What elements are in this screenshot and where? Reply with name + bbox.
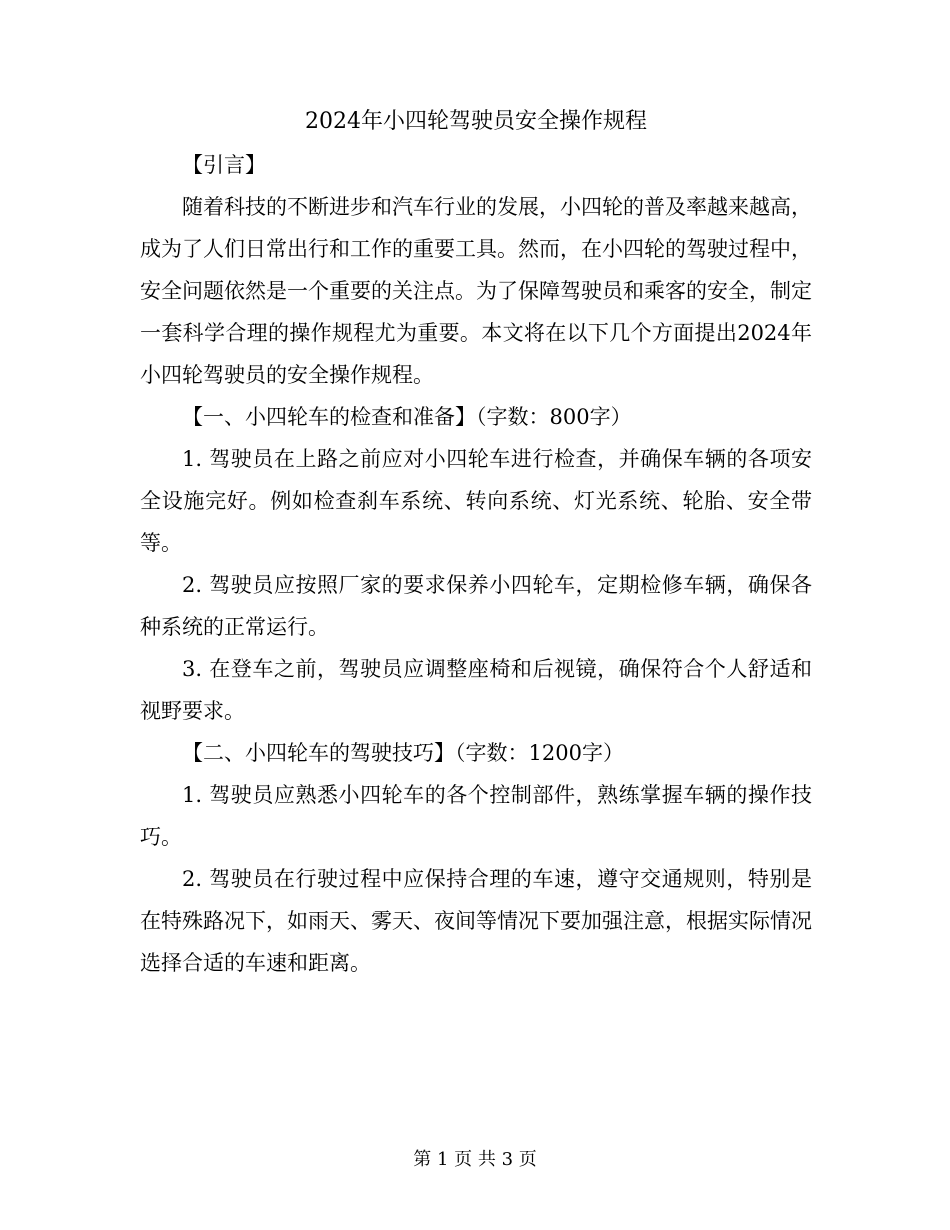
intro-heading: 【引言】 <box>182 153 266 177</box>
section-2-item-1: 1. 驾驶员应熟悉小四轮车的各个控制部件，熟练掌握车辆的操作技巧。 <box>140 783 812 849</box>
document-body <box>140 100 812 984</box>
section-1-item-1: 1. 驾驶员在上路之前应对小四轮车进行检查，并确保车辆的各项安全设施完好。例如检查刹车系统、转向系统、灯光系统、轮胎、安全带等。 <box>140 447 812 555</box>
section-2-heading: 【二、小四轮车的驾驶技巧】（字数：1200字） <box>182 741 624 765</box>
section-1-heading: 【一、小四轮车的检查和准备】（字数：800字） <box>182 405 632 429</box>
section-2-item-2: 2. 驾驶员在行驶过程中应保持合理的车速，遵守交通规则，特别是在特殊路况下，如雨天、雾天、夜间等情况下要加强注意，根据实际情况选择合适的车速和距离。 <box>140 867 812 975</box>
section-1-item-2: 2. 驾驶员应按照厂家的要求保养小四轮车，定期检修车辆，确保各种系统的正常运行。 <box>140 573 812 639</box>
page-footer: 第 1 页 共 3 页 <box>413 1149 537 1170</box>
section-1-item-3: 3. 在登车之前，驾驶员应调整座椅和后视镜，确保符合个人舒适和视野要求。 <box>140 657 812 723</box>
document-title: 2024年小四轮驾驶员安全操作规程 <box>305 109 647 134</box>
intro-paragraph: 随着科技的不断进步和汽车行业的发展，小四轮的普及率越来越高，成为了人们日常出行和工作的重要工具。然而，在小四轮的驾驶过程中，安全问题依然是一个重要的关注点。为了保障驾驶员和乘客的安全，制定一套科学合理的操作规程尤为重要。本文将在以下几个方面提出2024年小四轮驾驶员的安全操作规程。 <box>140 195 812 387</box>
